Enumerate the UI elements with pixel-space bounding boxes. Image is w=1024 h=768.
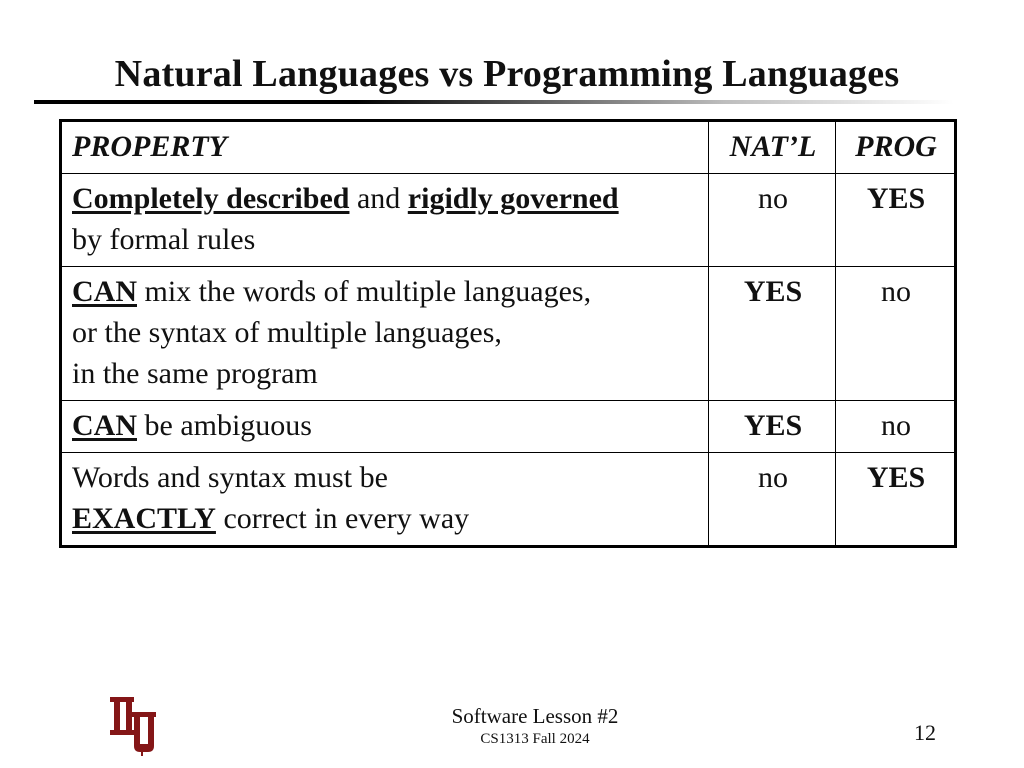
programming-value: YES (836, 174, 956, 267)
table-header-row (61, 121, 956, 174)
table-row (61, 453, 956, 547)
footer-course: CS1313 Fall 2024 (480, 731, 590, 747)
header-natural: NAT’L (709, 121, 836, 174)
property-text: correct in every way (215, 502, 470, 535)
header-property: PROPERTY (61, 121, 709, 174)
natural-value: YES (709, 267, 836, 401)
property-line (72, 498, 700, 539)
table-row (61, 267, 956, 401)
programming-value: YES (836, 453, 956, 547)
slide-title: Natural Languages vs Programming Languages (114, 53, 900, 95)
property-line: in the same program (72, 357, 318, 390)
property-text: mix the words of multiple languages, (137, 275, 592, 308)
property-cell (61, 174, 709, 267)
property-cell (61, 401, 709, 453)
title-underline (34, 100, 954, 104)
property-cell (61, 267, 709, 401)
property-line (72, 178, 700, 219)
property-line (72, 271, 700, 312)
footer-lesson: Software Lesson #2 (451, 704, 619, 728)
programming-value: no (836, 401, 956, 453)
ou-logo-icon (110, 694, 158, 756)
footer (380, 703, 690, 749)
property-cell (61, 453, 709, 547)
programming-value: no (836, 267, 956, 401)
property-text: be ambiguous (137, 409, 312, 442)
page-number: 12 (914, 720, 936, 745)
natural-value: YES (709, 401, 836, 453)
property-emphasis: Completely described (72, 182, 350, 215)
comparison-table (59, 119, 957, 548)
property-emphasis: EXACTLY (72, 502, 216, 535)
property-text: and (349, 182, 408, 215)
table-row (61, 174, 956, 267)
property-emphasis: rigidly governed (407, 182, 619, 215)
property-line: by formal rules (72, 223, 256, 256)
header-programming: PROG (836, 121, 956, 174)
property-emphasis: CAN (72, 409, 137, 442)
property-line: or the syntax of multiple languages, (72, 316, 502, 349)
natural-value: no (709, 174, 836, 267)
natural-value: no (709, 453, 836, 547)
property-line (72, 405, 700, 446)
property-line: Words and syntax must be (72, 461, 388, 494)
table-row (61, 401, 956, 453)
property-emphasis: CAN (72, 275, 137, 308)
